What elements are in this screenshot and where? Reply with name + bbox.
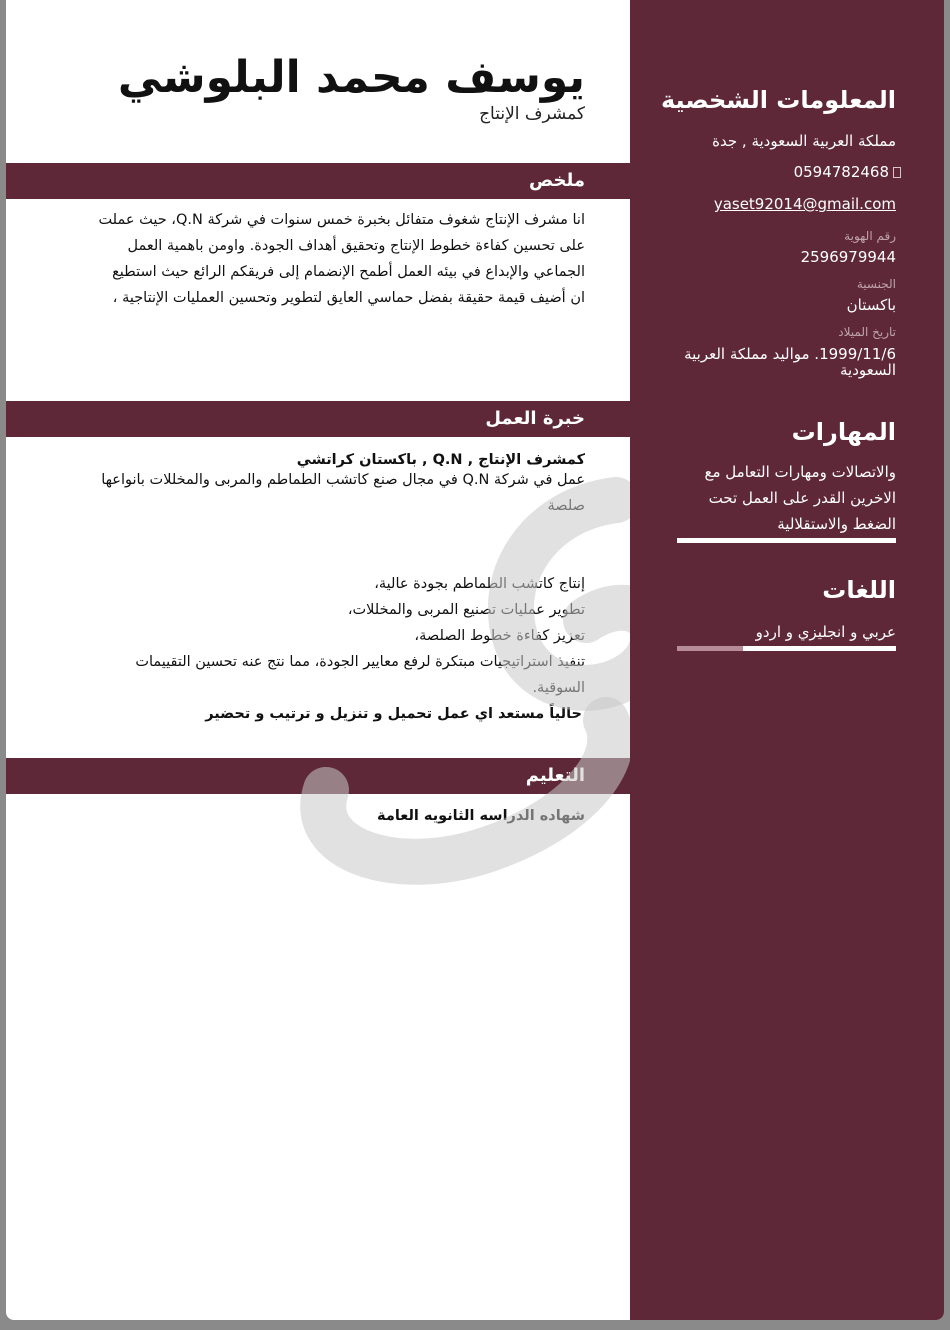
experience-heading: خبرة العمل [6, 401, 630, 437]
achievement-item: السوقية. [532, 680, 585, 696]
achievement-item: تنفيذ استراتيجيات مبتكرة لرفع معايير الجودة، مما نتج عنه تحسين التقييمات [135, 654, 585, 670]
summary-line: انا مشرف الإنتاج شغوف متفائل بخبرة خمس سنوات في شركة Q.N، حيث عملت [98, 212, 585, 228]
job-role: كمشرف الإنتاج [479, 104, 585, 124]
phone-number: 0594782468 [793, 163, 889, 181]
skills-text: الاخرين القدر على العمل تحت [708, 489, 896, 507]
id-label: رقم الهوية [844, 229, 896, 243]
full-name: يوسف محمد البلوشي [117, 52, 585, 103]
skills-heading: المهارات [791, 418, 896, 446]
summary-line: الجماعي والإبداع في بيئه العمل أطمح الإنضمام إلى فريقكم الرائع حيث استطيع [112, 264, 585, 280]
job-description: عمل في شركة Q.N في مجال صنع كاتشب الطماطم والمربى والمخللات بانواعها [101, 472, 585, 488]
birth-label: تاريخ الميلاد [838, 325, 896, 339]
nationality-value: باكستان [846, 296, 896, 314]
languages-text: عربي و انجليزي و اردو [755, 623, 896, 641]
address: مملكة العربية السعودية , جدة [712, 132, 896, 150]
current-availability: حالياً مستعد اي عمل تحميل و تنزيل و ترتيب و تحضير [205, 706, 582, 722]
id-value: 2596979944 [800, 248, 896, 266]
resume-page [6, 0, 944, 1320]
birth-value: السعودية [839, 361, 896, 379]
nationality-label: الجنسية [856, 277, 896, 291]
skills-text: والاتصالات ومهارات التعامل مع [704, 463, 896, 481]
birth-value: 1999/11/6. مواليد مملكة العربية [684, 345, 896, 363]
sidebar [630, 0, 944, 1320]
education-heading: التعليم [6, 758, 630, 794]
achievement-item: إنتاج كاتشب الطماطم بجودة عالية، [374, 576, 585, 592]
skills-text: الضغط والاستقلالية [777, 515, 896, 533]
achievement-item: تطوير عمليات تصنيع المربى والمخللات، [347, 602, 585, 618]
skills-level-bar [677, 538, 896, 543]
summary-line: على تحسين كفاءة خطوط الإنتاج وتحقيق أهداف الجودة. واومن باهمية العمل [127, 238, 585, 254]
summary-line: ان أضيف قيمة حقيقة بفضل حماسي العايق لتطوير وتحسين العمليات الإنتاجية ، [112, 290, 585, 306]
phone-icon [893, 167, 901, 178]
languages-heading: اللغات [822, 576, 896, 604]
achievement-item: تعزيز كفاءة خطوط الصلصة، [414, 628, 585, 644]
languages-level-bar [677, 646, 896, 651]
job-title: كمشرف الإنتاج , Q.N , باكستان كراتشي [296, 452, 585, 468]
education-degree: شهاده الدراسه الثانويه العامة [377, 808, 585, 824]
languages-level-fill [743, 646, 896, 651]
email-link[interactable]: yaset92014@gmail.com [713, 195, 896, 213]
skills-level-fill [677, 538, 896, 543]
job-description: صلصة [547, 498, 585, 514]
main-column [6, 0, 630, 1320]
summary-heading: ملخص [6, 163, 630, 199]
personal-info-heading: المعلومات الشخصية [660, 86, 896, 114]
